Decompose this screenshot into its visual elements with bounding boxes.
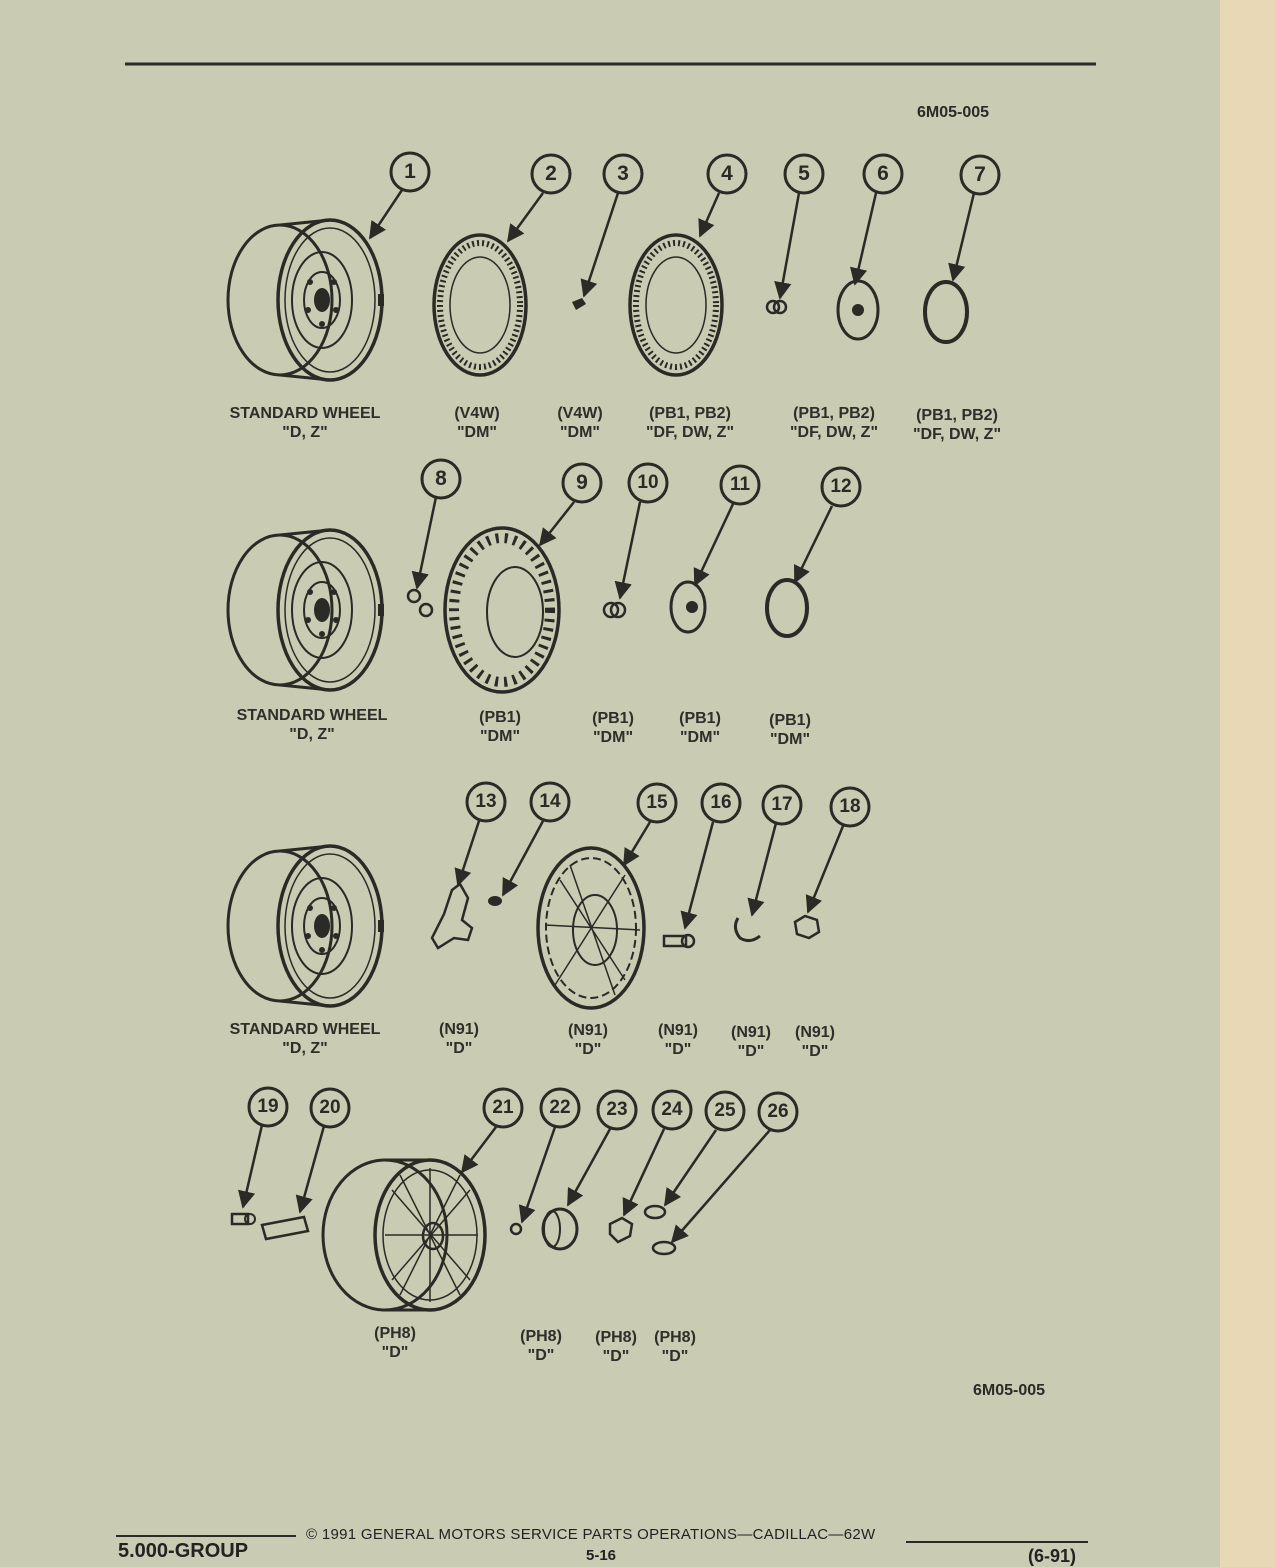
label-item-10: (PB1) "DM" xyxy=(592,710,634,746)
callout-number-10: 10 xyxy=(637,472,659,493)
label-item-17: (N91) "D" xyxy=(730,1024,772,1060)
figure-id-top: 6M05-005 xyxy=(917,104,990,121)
label-item-16: (N91) "D" xyxy=(657,1022,699,1058)
label-item-4: (PB1, PB2) "DF, DW, Z" xyxy=(645,405,735,441)
callout-number-12: 12 xyxy=(830,476,852,497)
callout-number-25: 25 xyxy=(714,1100,736,1121)
callout-number-2: 2 xyxy=(545,162,557,185)
callout-number-1: 1 xyxy=(404,160,416,183)
label-item-7: (PB1, PB2) "DF, DW, Z" xyxy=(912,407,1002,443)
label-standard-wheel-row2: STANDARD WHEEL "D, Z" xyxy=(236,707,388,743)
callout-number-11: 11 xyxy=(729,474,751,495)
callout-number-21: 21 xyxy=(492,1097,514,1118)
callout-number-9: 9 xyxy=(576,471,588,494)
label-item-9: (PB1) "DM" xyxy=(479,709,521,745)
callout-number-7: 7 xyxy=(974,163,986,186)
callout-number-26: 26 xyxy=(767,1101,789,1122)
label-item-19-21: (PH8) "D" xyxy=(374,1325,416,1361)
label-item-5-6: (PB1, PB2) "DF, DW, Z" xyxy=(789,405,879,441)
callout-number-4: 4 xyxy=(721,162,733,185)
label-item-11: (PB1) "DM" xyxy=(679,710,721,746)
label-item-3: (V4W) "DM" xyxy=(557,405,603,441)
callout-number-17: 17 xyxy=(771,794,793,815)
footer-date: (6-91) xyxy=(1028,1546,1077,1566)
callout-number-18: 18 xyxy=(839,796,861,817)
callout-number-13: 13 xyxy=(475,791,497,812)
footer-group: 5.000-GROUP xyxy=(118,1540,249,1562)
callout-number-3: 3 xyxy=(617,162,629,185)
callout-number-14: 14 xyxy=(539,791,561,812)
label-item-13-14: (N91) "D" xyxy=(438,1021,480,1057)
label-item-22: (PH8) "D" xyxy=(520,1328,562,1364)
callout-number-5: 5 xyxy=(798,162,810,185)
label-item-24-26: (PH8) "D" xyxy=(654,1329,696,1365)
label-item-15: (N91) "D" xyxy=(567,1022,609,1058)
label-item-12: (PB1) "DM" xyxy=(769,712,811,748)
callout-number-23: 23 xyxy=(606,1099,628,1120)
footer-copyright: © 1991 GENERAL MOTORS SERVICE PARTS OPERATIONS—CADILLAC—62W xyxy=(306,1526,876,1543)
callout-number-15: 15 xyxy=(646,792,668,813)
label-standard-wheel-row1: STANDARD WHEEL "D, Z" xyxy=(229,405,381,441)
callout-number-24: 24 xyxy=(661,1099,683,1120)
figure-id-bottom: 6M05-005 xyxy=(973,1382,1046,1399)
callout-number-22: 22 xyxy=(549,1097,571,1118)
callout-number-6: 6 xyxy=(877,162,889,185)
footer-page-number: 5-16 xyxy=(586,1547,617,1564)
label-item-2: (V4W) "DM" xyxy=(454,405,500,441)
callout-number-8: 8 xyxy=(435,467,447,490)
callout-number-19: 19 xyxy=(257,1096,279,1117)
callout-number-20: 20 xyxy=(319,1097,341,1118)
label-item-23: (PH8) "D" xyxy=(595,1329,637,1365)
callout-number-16: 16 xyxy=(710,792,732,813)
label-item-18: (N91) "D" xyxy=(794,1024,836,1060)
label-standard-wheel-row3: STANDARD WHEEL "D, Z" xyxy=(229,1021,381,1057)
